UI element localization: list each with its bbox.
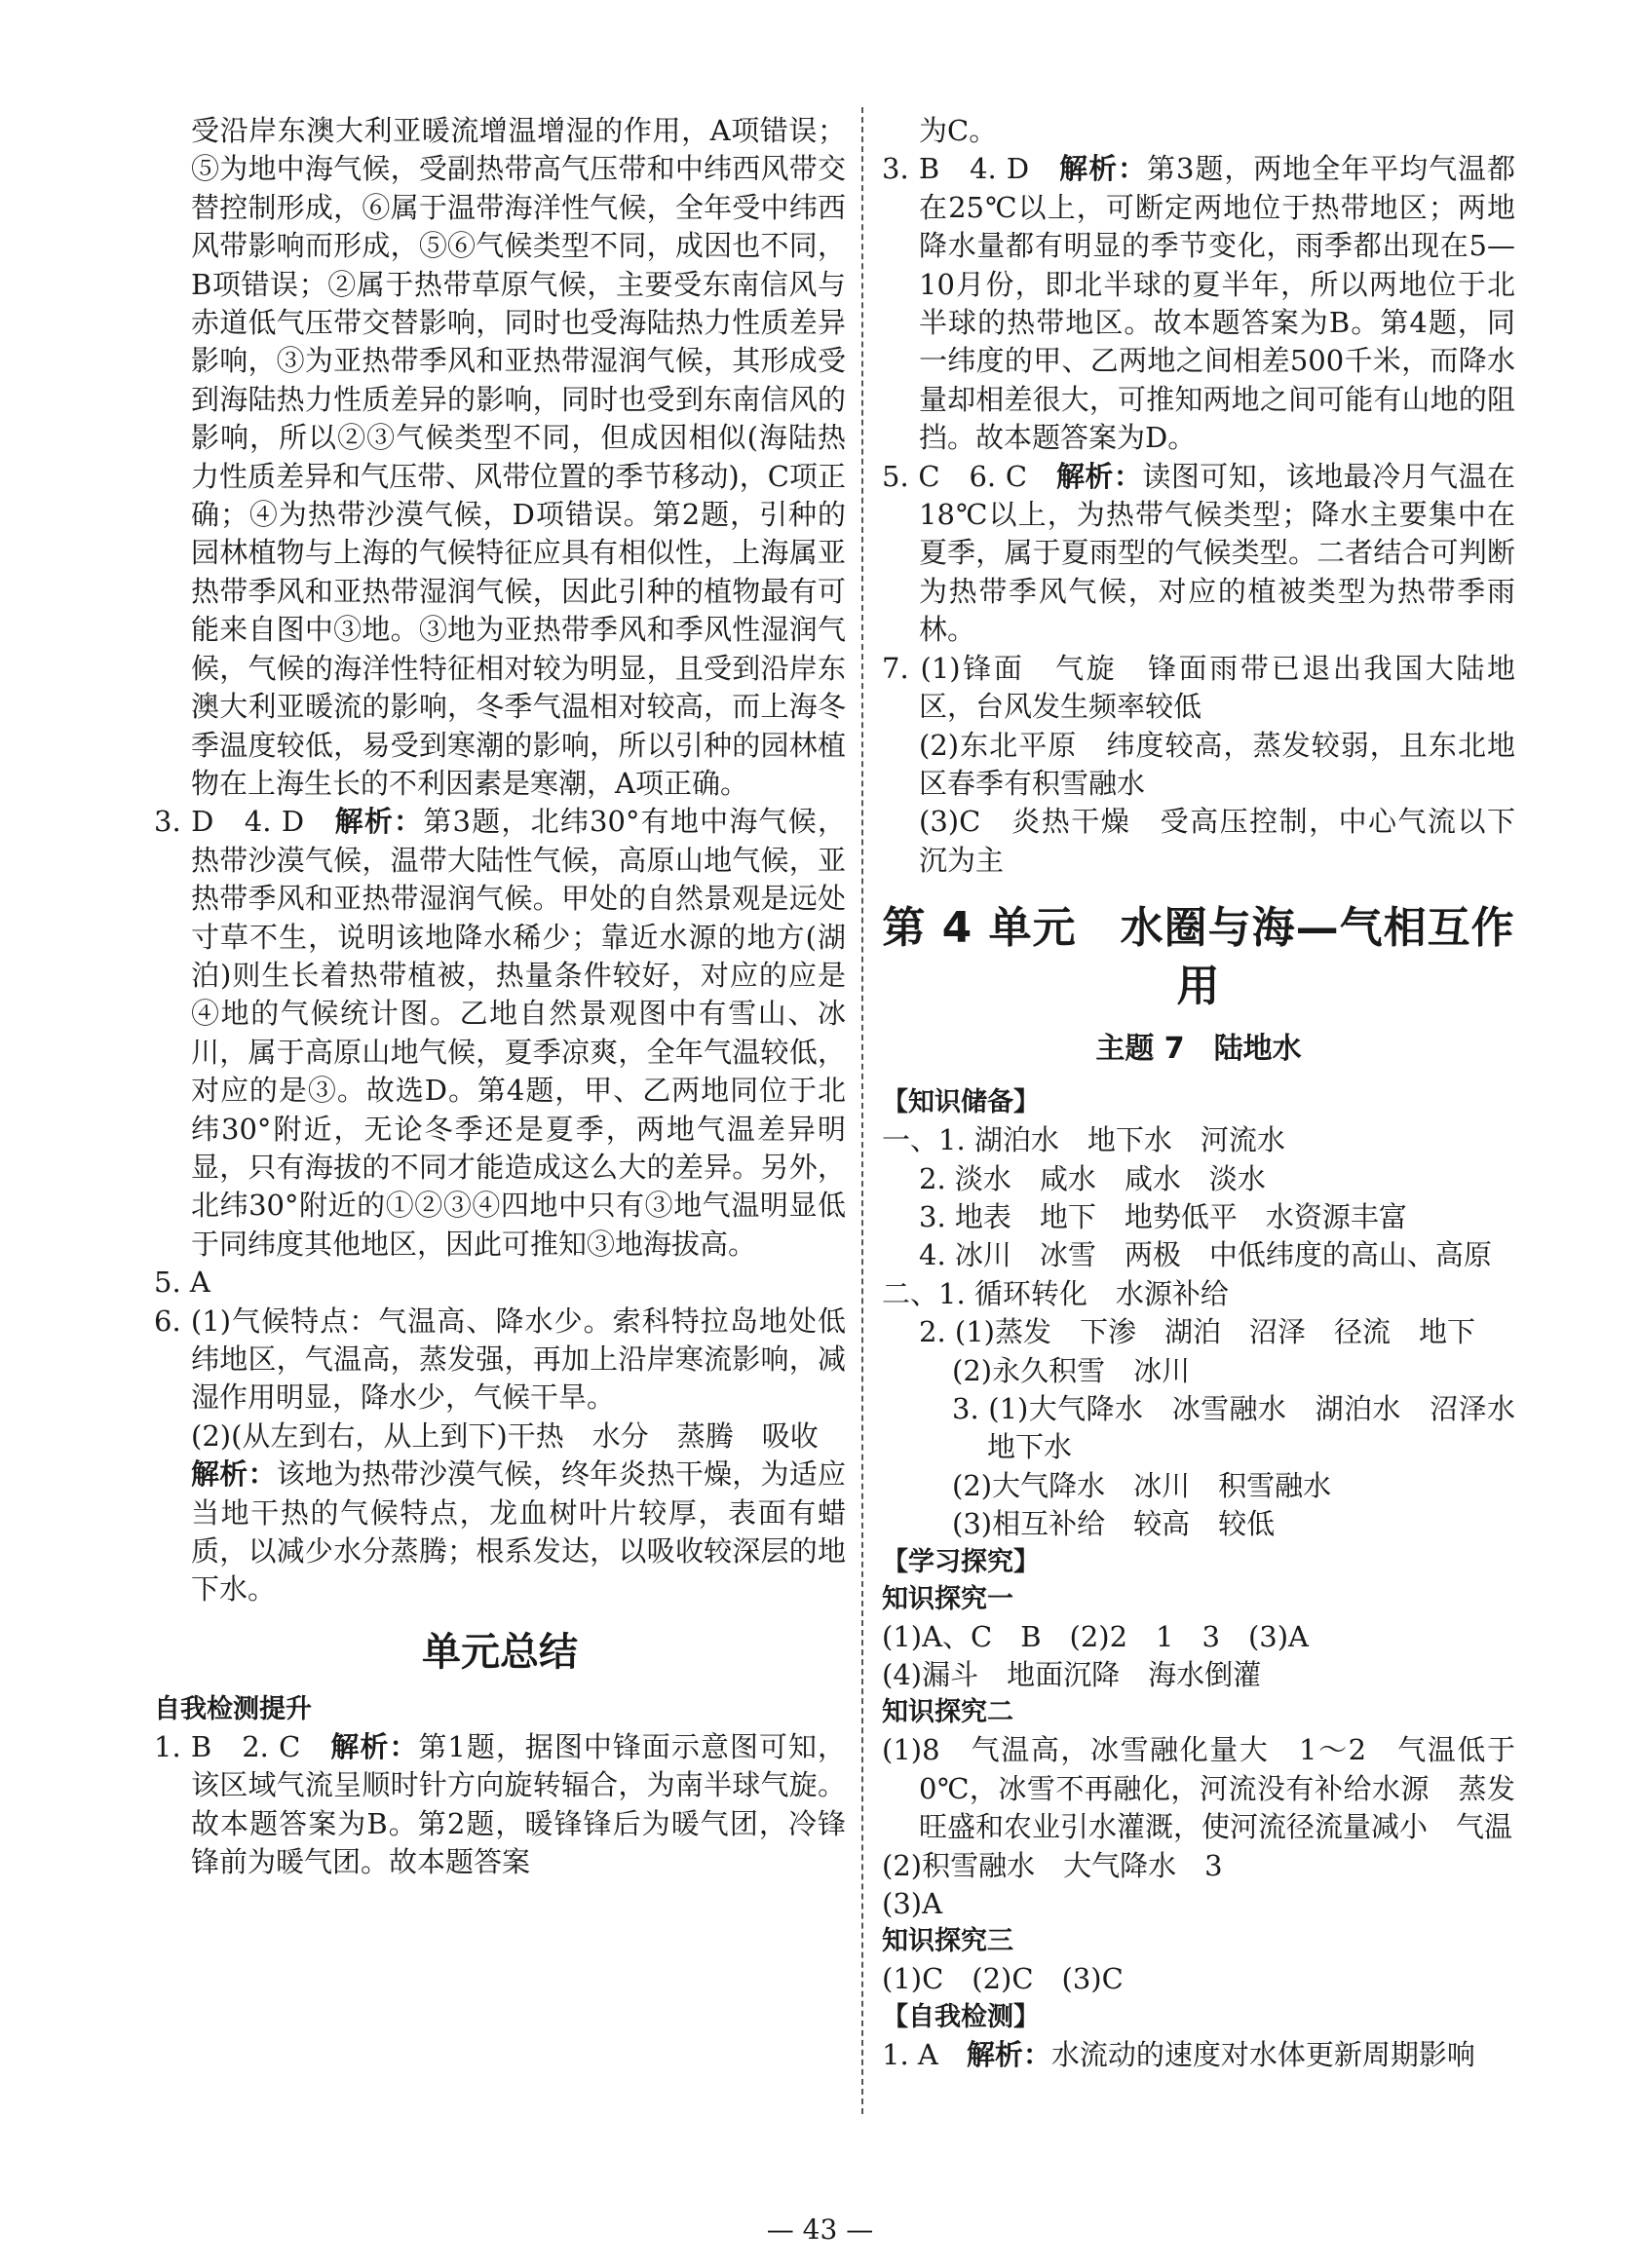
self-check-improve-heading: 自我检测提升: [154, 1693, 312, 1724]
left-column: [154, 112, 846, 1881]
self-check-answer-1: 1. A 解析：水流动的速度对水体更新周期影响: [882, 2037, 1475, 2071]
answer-5-6: 5. C 6. C 解析：读图可知，该地最冷月气温在18℃以上，为热带气候类型；降水主要集中在夏季，属于夏雨型的气候类型。二者结合可判断为热带季风气候，对应的植被类型为热带季雨林。: [882, 459, 1515, 647]
answer-6-explanation: 解析：该地为热带沙漠气候，终年炎热干燥，为适应当地干热的气候特点，龙血树叶片较厚，表面有蜡质，以减少水分蒸腾；根系发达，以吸收较深层的地下水。: [191, 1457, 846, 1606]
study-explore-heading: 【学习探究】: [882, 1546, 1040, 1577]
self-check-heading: 【自我检测】: [882, 2001, 1040, 2032]
knowledge-2-3b: (2)大气降水 冰川 积雪融水: [952, 1468, 1332, 1502]
explore-3-line-a: (1)C (2)C (3)C: [882, 1962, 1124, 1996]
knowledge-1-1: 一、1. 湖泊水 地下水 河流水: [882, 1123, 1285, 1157]
answer-paragraph: 受沿岸东澳大利亚暖流增温增湿的作用，A项错误；⑤为地中海气候，受副热带高气压带和中纬西风带交替控制形成，⑥属于温带海洋性气候，全年受中纬西风带影响而形成，⑤⑥气候类型不同，成因也不同，B项错误；②属于热带草原气候，主要受东南信风与赤道低气压带交替影响，同时也受海陆热力性质差异影响，③为亚热带季风和亚热带湿润气候，其形成受到海陆热力性质差异的影响，同时也受到东南信风的影响，所以②③气候类型不同，但成因相似(海陆热力性质差异和气压带、风带位置的季节移动)，C项正确；④为热带沙漠气候，D项错误。第2题，引种的园林植物与上海的气候特征应具有相似性，上海属亚热带季风和亚热带湿润气候，因此引种的植物最有可能来自图中③地。③地为亚热带季风和季风性湿润气候，气候的海洋性特征相对较为明显，且受到沿岸东澳大利亚暖流的影响，冬季气温相对较高，而上海冬季温度较低，易受到寒潮的影响，所以引种的园林植物在上海生长的不利因素是寒潮，A项正确。: [191, 114, 846, 800]
column-divider: [861, 107, 863, 2114]
page-number: — 43 —: [766, 2213, 874, 2246]
knowledge-1-3: 3. 地表 地下 地势低平 水资源丰富: [919, 1199, 1407, 1233]
explore-1-heading: 知识探究一: [882, 1583, 1013, 1614]
knowledge-2-3a: 3. (1)大气降水 冰雪融水 湖泊水 沼泽水 地下水: [952, 1391, 1545, 1464]
answer-6-part2: (2)(从左到右，从上到下)干热 水分 蒸腾 吸收: [191, 1418, 819, 1453]
answer-5: 5. A: [154, 1266, 210, 1300]
explore-3-heading: 知识探究三: [882, 1926, 1013, 1957]
knowledge-1-2: 2. 淡水 咸水 咸水 淡水: [919, 1161, 1266, 1195]
answer-3-4-right: 3. B 4. D 解析：第3题，两地全年平均气温都在25℃以上，可断定两地位于热带地区；两地降水量都有明显的季节变化，雨季都出现在5—10月份，即北半球的夏半年，所以两地位于北半球的热带地区。故本题答案为B。第4题，同一纬度的甲、乙两地之间相差500千米，而降水量却相差很大，可推知两地之间可能有山地的阻挡。故本题答案为D。: [882, 152, 1515, 455]
explore-2-line-a: (1)8 气温高，冰雪融化量大 1～2 气温低于0℃，冰雪不再融化，河流没有补给水源 蒸发旺盛和农业引水灌溉，使河流径流量减小 气温: [882, 1733, 1515, 1844]
topic-title: 主题 7 陆地水: [1095, 1032, 1302, 1067]
right-column: [882, 112, 1545, 2074]
answer-7-part1: 7. (1)锋面 气旋 锋面雨带已退出我国大陆地区，台风发生频率较低: [882, 651, 1515, 724]
knowledge-2-2a: 2. (1)蒸发 下渗 湖泊 沼泽 径流 地下: [919, 1315, 1475, 1349]
explore-2-line-c: (3)A: [882, 1887, 943, 1921]
explore-1-line-b: (4)漏斗 地面沉降 海水倒灌: [882, 1658, 1262, 1691]
knowledge-2-1: 二、1. 循环转化 水源补给: [882, 1276, 1229, 1310]
knowledge-1-4: 4. 冰川 冰雪 两极 中低纬度的高山、高原: [919, 1238, 1492, 1272]
explore-2-heading: 知识探究二: [882, 1697, 1013, 1728]
answer-3-4: 3. D 4. D 解析：第3题，北纬30°有地中海气候，热带沙漠气候，温带大陆性气候，高原山地气候，亚热带季风和亚热带湿润气候。甲处的自然景观是远处寸草不生，说明该地降水稀少；靠近水源的地方(湖泊)则生长着热带植被，热量条件较好，对应的应是④地的气候统计图。乙地自然景观图中有雪山、冰川，属于高原山地气候，夏季凉爽，全年气温较低，对应的是③。故选D。第4题，甲、乙两地同位于北纬30°附近，无论冬季还是夏季，两地气温差异明显，只有海拔的不同才能造成这么大的差异。另外，北纬30°附近的①②③④四地中只有③地气温明显低于同纬度其他地区，因此可推知③地海拔高。: [154, 805, 846, 1261]
answer-7-part2: (2)东北平原 纬度较高，蒸发较弱，且东北地区春季有积雪融水: [919, 728, 1515, 800]
knowledge-2-3c: (3)相互补给 较高 较低: [952, 1507, 1276, 1541]
unit-title: 第 4 单元 水圈与海—气相互作用: [882, 903, 1515, 1012]
answer-1-2: 1. B 2. C 解析：第1题，据图中锋面示意图可知，该区域气流呈顺时针方向旋转辐合，为南半球气旋。故本题答案为B。第2题，暖锋锋后为暖气团，冷锋锋前为暖气团。故本题答案: [154, 1729, 846, 1879]
explore-2-line-b: (2)积雪融水 大气降水 3: [882, 1848, 1223, 1882]
unit-summary-title: 单元总结: [422, 1629, 578, 1675]
explore-1-line-a: (1)A、C B (2)2 1 3 (3)A: [882, 1619, 1309, 1653]
continued-answer: 为C。: [919, 114, 998, 147]
answer-6-part1: 6. (1)气候特点：气温高、降水少。索科特拉岛地处低纬地区，气温高，蒸发强，再加上沿岸寒流影响，减湿作用明显，降水少，气候干旱。: [154, 1304, 846, 1415]
answer-7-part3: (3)C 炎热干燥 受高压控制，中心气流以下沉为主: [919, 805, 1515, 877]
knowledge-reserve-heading: 【知识储备】: [882, 1087, 1040, 1118]
knowledge-2-2b: (2)永久积雪 冰川: [952, 1353, 1191, 1387]
